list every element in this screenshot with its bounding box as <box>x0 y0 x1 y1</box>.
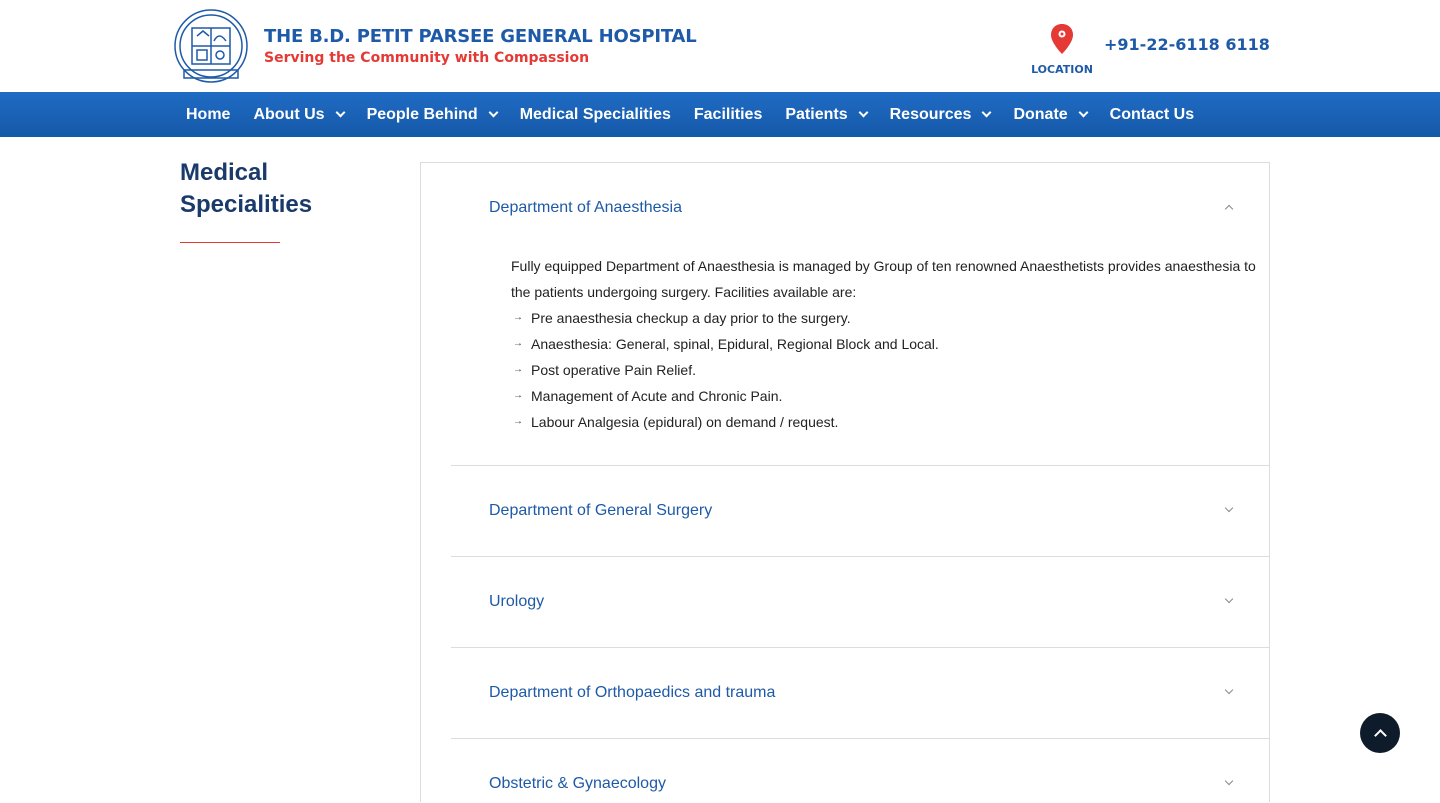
map-pin-icon <box>1049 22 1075 56</box>
nav-resources-label: Resources <box>889 105 972 123</box>
nav-facilities-label: Facilities <box>693 105 763 123</box>
accordion-header-orthopaedics[interactable]: Department of Orthopaedics and trauma <box>489 684 776 701</box>
list-item-text: Anaesthesia: General, spinal, Epidural, Regional Block and Local. <box>531 336 939 352</box>
list-item <box>511 305 1271 331</box>
accordion-header-general-surgery[interactable]: Department of General Surgery <box>489 502 713 519</box>
list-item-text: Pre anaesthesia checkup a day prior to the surgery. <box>531 310 851 326</box>
nav-people-behind[interactable] <box>367 106 497 124</box>
list-item <box>511 331 1271 357</box>
nav-donate[interactable] <box>1013 106 1086 124</box>
title-divider <box>180 242 280 243</box>
arrow-bullet-icon: → <box>513 364 523 375</box>
nav-donate-label: Donate <box>1013 105 1068 123</box>
list-item <box>511 383 1271 409</box>
nav-people-behind-label: People Behind <box>366 105 478 123</box>
chevron-down-icon <box>335 108 345 118</box>
chevron-up-icon <box>1374 729 1387 742</box>
chevron-down-icon <box>1078 108 1088 118</box>
nav-contact-us[interactable] <box>1110 106 1194 124</box>
page-title-line2: Specialities <box>180 191 313 218</box>
page-title <box>180 157 380 221</box>
accordion-header-anaesthesia[interactable]: Department of Anaesthesia <box>489 199 683 216</box>
phone-number[interactable]: +91-22-6118 6118 <box>1104 35 1270 54</box>
main-navigation <box>0 92 1440 137</box>
hospital-name: THE B.D. PETIT PARSEE GENERAL HOSPITAL <box>264 26 697 47</box>
site-header <box>0 0 1440 92</box>
list-item <box>511 357 1271 383</box>
list-item <box>511 409 1271 435</box>
list-item-text: Management of Acute and Chronic Pain. <box>531 388 783 404</box>
hospital-tagline: Serving the Community with Compassion <box>264 50 590 66</box>
chevron-down-icon[interactable] <box>1225 595 1233 603</box>
accordion-item <box>451 466 1270 557</box>
arrow-bullet-icon: → <box>513 390 523 401</box>
nav-home-label: Home <box>186 105 231 123</box>
specialities-accordion <box>420 162 1270 802</box>
accordion-item <box>451 648 1270 739</box>
back-to-top-button[interactable] <box>1360 713 1400 753</box>
accordion-header-obstetric-gynaecology[interactable]: Obstetric & Gynaecology <box>489 775 666 792</box>
nav-medical-specialities-label: Medical Specialities <box>519 105 671 123</box>
list-item-text: Labour Analgesia (epidural) on demand / request. <box>531 414 839 430</box>
nav-about-us-label: About Us <box>253 105 325 123</box>
facilities-list <box>511 305 1271 435</box>
chevron-down-icon[interactable] <box>1225 504 1233 512</box>
nav-patients-label: Patients <box>785 105 848 123</box>
chevron-down-icon <box>858 108 868 118</box>
chevron-down-icon <box>982 108 992 118</box>
accordion-header-urology[interactable]: Urology <box>489 593 545 610</box>
location-link[interactable] <box>1030 22 1094 76</box>
accordion-item <box>451 163 1270 466</box>
nav-patients[interactable] <box>785 106 866 124</box>
chevron-down-icon[interactable] <box>1225 686 1233 694</box>
arrow-bullet-icon: → <box>513 338 523 349</box>
nav-about-us[interactable] <box>253 106 343 124</box>
page-title-line1: Medical <box>180 159 269 186</box>
arrow-bullet-icon: → <box>513 312 523 323</box>
accordion-item <box>451 739 1270 803</box>
location-label: LOCATION <box>1031 63 1093 76</box>
nav-facilities[interactable] <box>694 106 762 124</box>
accordion-body-anaesthesia <box>511 253 1271 435</box>
chevron-down-icon[interactable] <box>1225 777 1233 785</box>
nav-contact-us-label: Contact Us <box>1109 105 1195 123</box>
nav-medical-specialities[interactable] <box>520 106 671 124</box>
nav-home[interactable] <box>186 106 230 124</box>
hospital-crest-icon <box>170 6 252 86</box>
list-item-text: Post operative Pain Relief. <box>531 362 696 378</box>
chevron-down-icon <box>488 108 498 118</box>
accordion-item <box>451 557 1270 648</box>
department-description: Fully equipped Department of Anaesthesia is managed by Group of ten renowned Anaesthetists provides anaesthesia to the patients undergoing surgery. Facilities available are: <box>511 258 1256 300</box>
arrow-bullet-icon: → <box>513 416 523 427</box>
chevron-up-icon[interactable] <box>1225 205 1233 213</box>
nav-resources[interactable] <box>890 106 991 124</box>
site-logo[interactable] <box>170 6 697 86</box>
